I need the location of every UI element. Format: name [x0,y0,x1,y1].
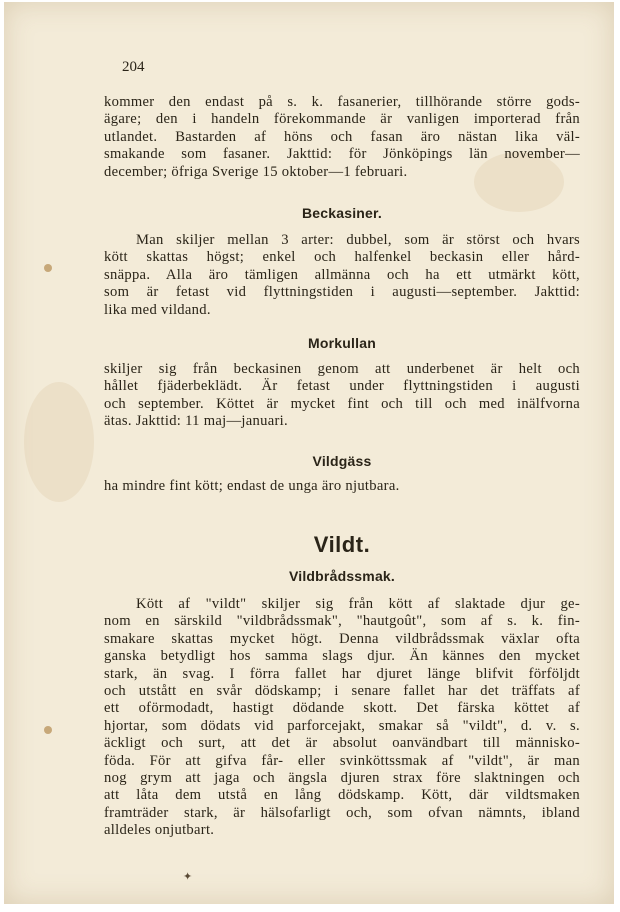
heading-vildt: Vildt. [313,532,371,557]
book-page [4,2,614,904]
intro-paragraph [104,94,580,181]
text-line: december; öfriga Sverige 15 oktober—1 februari. [104,163,408,180]
text-line: smakare skattas mycket högt. Denna vildbrådssmak växlar ofta [104,630,580,647]
text-line: att låta dem utstå en lång dödskamp. Kött, där vildtsmaken [104,787,580,804]
text-line: och utstått en svår dödskamp; i senare fallet har det träffats af [104,683,580,700]
text-line: skiljer sig från beckasinen genom att underbenet är helt och [104,361,580,377]
heading-morkullan: Morkullan [308,335,376,351]
binding-hole [44,264,52,272]
text-line: hjortar, som dödats vid parforcejakt, smakar så "vildt", d. v. s. [104,717,580,734]
text-line: äckligt och surt, att det är absolut oanvändbart till människo- [104,735,580,752]
subheading-vildbradssmak: Vildbrådssmak. [288,568,396,584]
text-line: kommer den endast på s. k. fasanerier, tillhörande större gods- [104,94,580,110]
beckasiner-paragraph [104,232,580,319]
text-line: stark, än svag. I förra fallet har djuret länge blifvit förföljdt [104,665,580,682]
text-line: alldeles onjutbart. [104,822,215,839]
text-line: och september. Köttet är mycket fint och till och med inälfvorna [104,395,580,412]
heading-vildgass: Vildgäss [312,453,372,469]
text-line: ha mindre fint kött; endast de unga äro njutbara. [104,478,400,494]
text-line: ganska betydligt hos samma slags djur. Än kännes den mycket [104,648,580,665]
text-line: som är fetast vid flyttningstiden i augusti—september. Jakttid: [104,284,580,301]
text-line: lika med vildand. [104,301,211,318]
vildt-paragraph [104,596,580,840]
text-line: kött skattas högst; enkel och halfenkel beckasin eller hård- [104,249,580,266]
text-line: ägare; den i handeln förekommande är vanligen importerad från [104,111,580,128]
text-line: framträder stark, är hälsofarligt och, som ofvan nämnts, ibland [104,804,580,821]
text-line: nog grym att jaga och ängsla djuren strax före slaktningen och [104,770,580,787]
text-line: Man skiljer mellan 3 arter: dubbel, som är störst och hvars [136,232,580,248]
text-line: föda. För att gifva får- eller svinköttssmak af "vildt", är man [104,752,580,769]
text-line: smakande som fasaner. Jakttid: för Jönköpings län november— [104,146,580,163]
text-line: hållet fjäderbeklädt. Är fetast under flyttningstiden i augusti [104,378,580,395]
text-line: nom en särskild "vildbrådssmak", "hautgoût", som af s. k. fin- [104,613,580,630]
page-number: 204 [122,59,145,75]
text-line: ett oförmodadt, hastigt dödande skott. Det färska köttet af [104,700,580,717]
paper-stain [24,382,94,502]
text-line: Kött af "vildt" skiljer sig från kött af slaktade djur ge- [136,596,580,612]
text-line: snäppa. Alla äro tämligen allmänna och ha ett utmärkt kött, [104,266,580,283]
footer-ornament: ✦ [183,870,193,883]
binding-hole [44,726,52,734]
text-line: utlandet. Bastarden af höns och fasan äro nästan lika väl- [104,128,580,145]
heading-beckasiner: Beckasiner. [301,205,383,221]
vildgass-paragraph [104,478,580,495]
morkullan-paragraph [104,361,580,431]
text-line: ätas. Jakttid: 11 maj—januari. [104,413,288,430]
